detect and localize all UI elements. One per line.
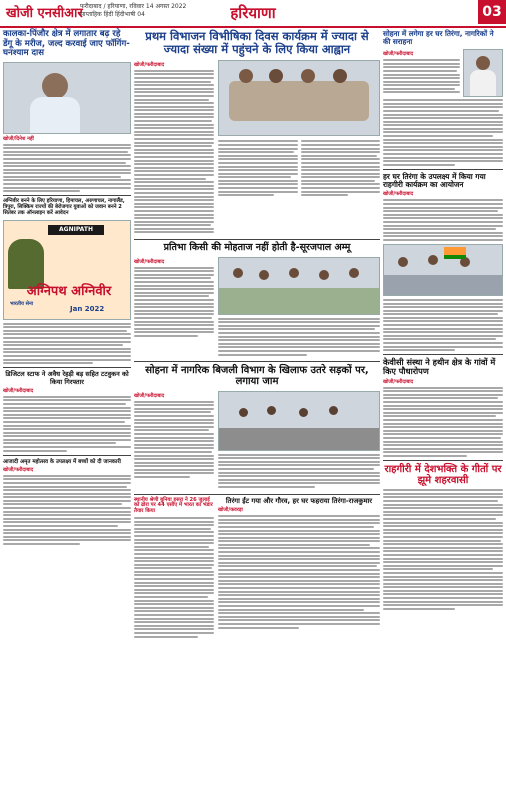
section-title: हरियाणा [230,4,276,22]
story-4-body [3,475,131,545]
newspaper-logo: खोजी एनसीआर [6,6,83,21]
story-3-byline: खोजी/फरीदाबाद [3,387,34,394]
story-1-photo [3,62,131,134]
lead-headline: प्रथम विभाजन विभीषिका दिवस कार्यक्रम में ज्यादा से ज्यादा संख्या में पहुंचने के लिए किया आह्वान [145,29,369,56]
banner-tag: AGNIPATH [48,225,104,235]
banner-subtitle: भारतीय सेना [10,300,34,307]
middle-column [134,30,380,639]
story-3-photo [218,391,380,451]
banner-year: Jan 2022 [70,304,105,313]
lead-body-2 [218,139,298,198]
page-number: 03 [478,0,506,24]
right-story-3-byline: खोजी/फरीदाबाद [383,378,414,385]
story-4-byline: खोजी/फरीदाबाद [3,466,34,473]
story-2-body [3,323,131,365]
lead-photo [218,60,380,136]
edition-line-1: फरीदाबाद / हरियाणा, रविवार 14 अगस्त 2022 [80,3,187,10]
story-1-headline: कालका-पिंजौर क्षेत्र में लगातार बढ़ रहे डेंगू के मरीज, जल्द करवाई जाए फॉगिंग-घनश्याम दास [3,29,130,59]
story-5-headline: तिरंगा ईंट गया और गौरव, हर घर फहराया तिरंगा-राजकुमार [225,496,373,505]
agnipath-banner [3,220,131,320]
right-story-2-headline: हर घर तिरंगा के उपलक्ष्य में किया गया राहगीरी कार्यक्रम का आयोजन [383,171,486,190]
right-story-2-body [383,199,503,241]
story-3-headline: डिजिटल स्टाफ ने अवैध रेहड़ी बड़ सहित टटवुकन को किया गिरफ्तार [5,370,129,386]
right-column [383,30,503,611]
story-1-byline: खोजी/दिनेश नहीं [3,135,34,142]
right-story-2-body-2 [383,299,503,351]
lead-body-1 [134,70,214,234]
left-column [3,30,131,796]
right-story-1-headline: सोहना में लगेगा हर घर तिरंगा, नागरिकों ने की सराहना [383,29,494,47]
story-5-body [218,515,380,628]
story-3-body [3,396,131,452]
story-2-photo [218,257,380,315]
story-2-byline: खोजी/फरीदाबाद [134,258,165,265]
story-4-body [134,517,214,638]
story-5-byline: खोजी/कवरड़ा [218,507,243,514]
right-story-2-byline: खोजी/फरीदाबाद [383,191,414,198]
lead-body-3 [301,139,381,198]
story-6-body [383,489,503,610]
right-story-2-photo [383,244,503,296]
story-3-headline: सोहना में नागरिक बिजली विभाग के खिलाफ उतरे सड़कों पर, लगाया जाम [145,365,369,388]
right-story-1-photo [463,49,503,97]
story-4-headline: स्थानीय श्रेणी बुनिया इसरा ने 26 जुलाई को ढोरा पर 44 एसीए में भारत का भंडार तैयार किया [134,496,213,515]
right-story-3-headline: केवीसी संस्था ने हथीन क्षेत्र के गांवों में किए पौधारोपण [383,357,496,377]
story-3-byline: खोजी/फरीदाबाद [134,392,165,399]
right-story-1-body [383,59,460,93]
masthead [0,0,506,28]
story-4-headline: आजादी अमृत महोत्सव के उपलक्ष्य में बच्चों को दी जानकारी [3,458,121,465]
right-story-1-byline: खोजी/फरीदाबाद [383,51,414,58]
right-story-3-body [383,387,503,457]
right-story-1-body-2 [383,99,503,166]
banner-title: अग्निपथ अग्निवीर [26,283,112,299]
story-2-headline: प्रतिभा किसी की मोहताज नहीं होती है-सूरजपाल अम्मू [163,242,351,254]
story-6-headline: राहगीरी में देशभक्ति के गीतों पर झूमे शहरवासी [384,463,502,487]
story-3-body-2 [218,454,380,488]
lead-byline: खोजी/फरीदाबाद [134,61,165,68]
story-2-headline: अग्निवीर बनने के लिए हरियाणा, हिमाचल, अरुणाचल, नागालैंड, त्रिपुरा, सिक्किम राज्यों की बेरोजगार युवाओं को जवान बनने 2 सितंबर तक ऑनलाइन करें आवेदन [3,198,125,216]
edition-line-2: साप्ताहिक हिंदी हिंदीभाषी 04 [80,11,145,18]
story-3-body [134,401,214,478]
story-2-body-2 [218,318,380,356]
story-1-body [3,144,131,193]
story-2-body [134,267,214,337]
